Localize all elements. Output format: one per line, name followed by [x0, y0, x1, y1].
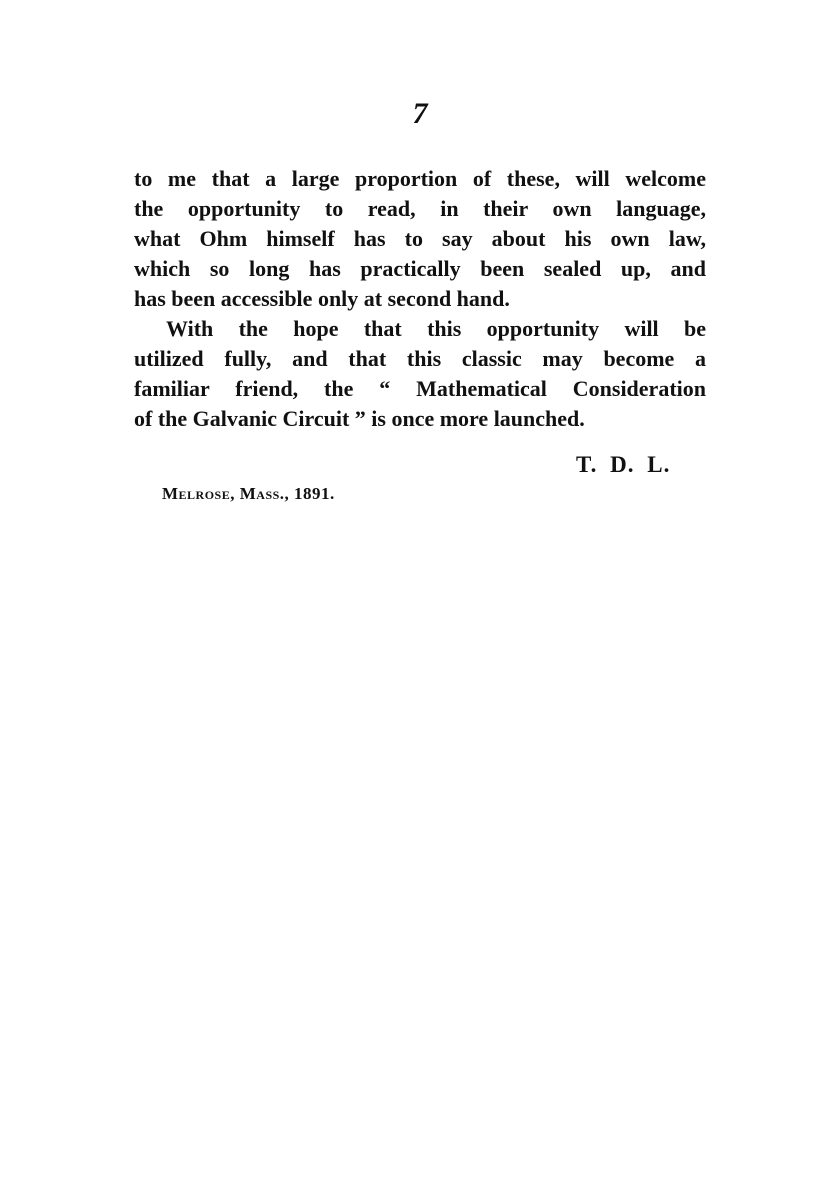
text-line: of the Galvanic Circuit ” is once more launched.: [134, 406, 585, 431]
text-line: what Ohm himself has to say about his own law,: [134, 226, 706, 251]
text-line: With the hope that this opportunity will be: [166, 316, 706, 341]
text-line: the opportunity to read, in their own language,: [134, 196, 706, 221]
text-line: familiar friend, the “ Mathematical Consideration: [134, 376, 706, 401]
paragraph-1: [134, 164, 706, 314]
text-line: has been accessible only at second hand.: [134, 286, 510, 311]
text-line: which so long has practically been sealed up, and: [134, 256, 706, 281]
text-line: utilized fully, and that this classic may become a: [134, 346, 706, 371]
paragraph-2: [134, 314, 706, 434]
text-line: to me that a large proportion of these, will welcome: [134, 166, 706, 191]
signature-initials: T. D. L.: [576, 452, 671, 477]
page-number: 7: [412, 97, 428, 130]
place-date: Melrose, Mass., 1891.: [162, 484, 335, 503]
body-text: [134, 164, 706, 434]
